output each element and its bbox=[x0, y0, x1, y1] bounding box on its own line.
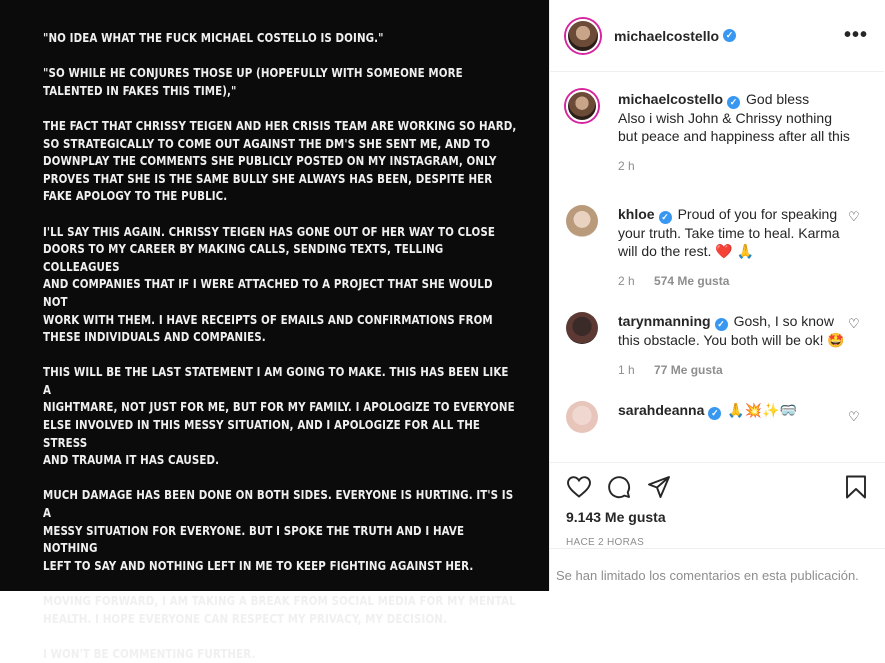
verified-icon: ✓ bbox=[715, 318, 728, 331]
caption-username[interactable]: michaelcostello bbox=[618, 91, 724, 107]
statement-paragraph: MUCH DAMAGE HAS BEEN DONE ON BOTH SIDES. EVERYONE IS HURTING. IT'S IS A MESSY SITUATION FOR EVERYONE. BUT I SPOKE THE TRUTH AND I HAVE NOTHING LEFT TO SAY AND NOTHING LEFT IN ME TO KEEP FIGHTING AGAINST HER. bbox=[43, 488, 514, 573]
caption-body bbox=[618, 90, 850, 175]
comment-meta bbox=[618, 361, 850, 379]
verified-icon: ✓ bbox=[727, 96, 740, 109]
post-header bbox=[550, 0, 884, 72]
verified-icon: ✓ bbox=[659, 211, 672, 224]
statement-paragraph: THE FACT THAT CHRISSY TEIGEN AND HER CRISIS TEAM ARE WORKING SO HARD, SO STRATEGICALLY TO COME OUT AGAINST THE DM'S SHE SENT ME, AND TO DOWNPLAY THE COMMENTS SHE PUBLICLY POSTED ON MY INSTAGRAM, ONLY PROVES THAT SHE IS THE SAME BULLY SHE ALWAYS HAS BEEN, DESPITE HER FAKE APOLOGY TO THE PUBLIC. bbox=[43, 118, 517, 204]
statement-paragraph: THIS WILL BE THE LAST STATEMENT I AM GOING TO MAKE. THIS HAS BEEN LIKE A NIGHTMARE, NOT JUST FOR ME, BUT FOR MY FAMILY. I APOLOGIZE TO EVERYONE ELSE INVOLVED IN THIS MESSY SITUATION, AND I APOLOGIZE FOR ALL THE STRESS AND TRAUMA IT HAS CAUSED. bbox=[43, 365, 515, 468]
comments-limited-notice: Se han limitado los comentarios en esta publicación. bbox=[550, 548, 885, 591]
avatar[interactable] bbox=[566, 401, 598, 433]
list-item bbox=[566, 312, 868, 379]
statement-paragraph: I'LL SAY THIS AGAIN. CHRISSY TEIGEN HAS GONE OUT OF HER WAY TO CLOSE DOORS TO MY CAREER BY MAKING CALLS, SENDING TEXTS, TELLING COLLEAGUES AND COMPANIES THAT IF I WERE ATTACHED TO A PROJECT THAT SHE WOULD NOT WORK WITH THEM. I HAVE RECEIPTS OF EMAILS AND CONFIRMATIONS FROM THESE INDIVIDUALS AND COMPANIES. bbox=[43, 224, 495, 345]
verified-icon: ✓ bbox=[723, 29, 736, 42]
like-comment-icon[interactable]: ♡ bbox=[848, 209, 860, 224]
more-options-icon[interactable]: ••• bbox=[843, 24, 868, 46]
caption-text: God bless Also i wish John & Chrissy nothing but peace and happiness after all this bbox=[618, 91, 850, 144]
avatar[interactable] bbox=[566, 205, 598, 237]
statement-paragraph: MOVING FORWARD, I AM TAKING A BREAK FROM SOCIAL MEDIA FOR MY MENTAL HEALTH. I HOPE EVERYONE CAN RESPECT MY PRIVACY, MY DECISION. bbox=[43, 594, 516, 626]
like-comment-icon[interactable]: ♡ bbox=[848, 316, 860, 331]
comment-time[interactable]: 2 h bbox=[618, 274, 635, 288]
likes-count[interactable]: 9.143 Me gusta bbox=[566, 509, 666, 525]
comment-icon[interactable] bbox=[606, 474, 632, 500]
comment-likes[interactable]: 77 Me gusta bbox=[654, 363, 723, 377]
verified-icon: ✓ bbox=[708, 407, 721, 420]
statement-paragraph: "NO IDEA WHAT THE FUCK MICHAEL COSTELLO IS DOING." bbox=[43, 31, 384, 45]
share-icon[interactable] bbox=[646, 474, 672, 500]
header-username[interactable]: michaelcostello bbox=[614, 27, 720, 44]
comment-username[interactable]: tarynmanning bbox=[618, 313, 711, 329]
comment-likes[interactable]: 574 Me gusta bbox=[654, 274, 730, 288]
avatar[interactable] bbox=[566, 312, 598, 344]
statement-paragraph: "SO WHILE HE CONJURES THOSE UP (HOPEFULLY WITH SOMEONE MORE TALENTED IN FAKES THIS TIME)," bbox=[43, 66, 463, 98]
heart-icon[interactable] bbox=[566, 474, 592, 500]
caption-time[interactable]: 2 h bbox=[618, 159, 635, 173]
comment-time[interactable]: 1 h bbox=[618, 363, 635, 377]
post-sidebar bbox=[549, 0, 884, 591]
avatar[interactable] bbox=[566, 90, 598, 122]
comment-body bbox=[618, 205, 850, 290]
like-comment-icon[interactable]: ♡ bbox=[848, 409, 860, 424]
bookmark-icon[interactable] bbox=[843, 474, 869, 500]
statement-text bbox=[43, 30, 517, 663]
comment-text: 🙏💥✨🥽 bbox=[727, 402, 798, 418]
list-item bbox=[566, 205, 868, 290]
comment-text: Gosh, I so know this obstacle. You both will be ok! 🤩 bbox=[618, 313, 845, 348]
comment-meta bbox=[618, 272, 850, 290]
caption-meta bbox=[618, 157, 850, 175]
comment-text: Proud of you for speaking your truth. Take time to heal. Karma will do the rest. ❤️ 🙏 bbox=[618, 206, 840, 259]
comment-body bbox=[618, 312, 850, 379]
action-bar bbox=[566, 469, 869, 505]
comments-list[interactable] bbox=[550, 72, 884, 462]
comment-username[interactable]: khloe bbox=[618, 206, 655, 222]
avatar[interactable] bbox=[566, 19, 600, 53]
post-actions bbox=[550, 462, 885, 548]
comment-body bbox=[618, 401, 850, 433]
post-time[interactable]: HACE 2 HORAS bbox=[566, 537, 645, 548]
list-item bbox=[566, 401, 868, 433]
statement-paragraph: I WON'T BE COMMENTING FURTHER. bbox=[43, 646, 256, 661]
caption bbox=[566, 90, 868, 175]
comment-username[interactable]: sarahdeanna bbox=[618, 402, 705, 418]
